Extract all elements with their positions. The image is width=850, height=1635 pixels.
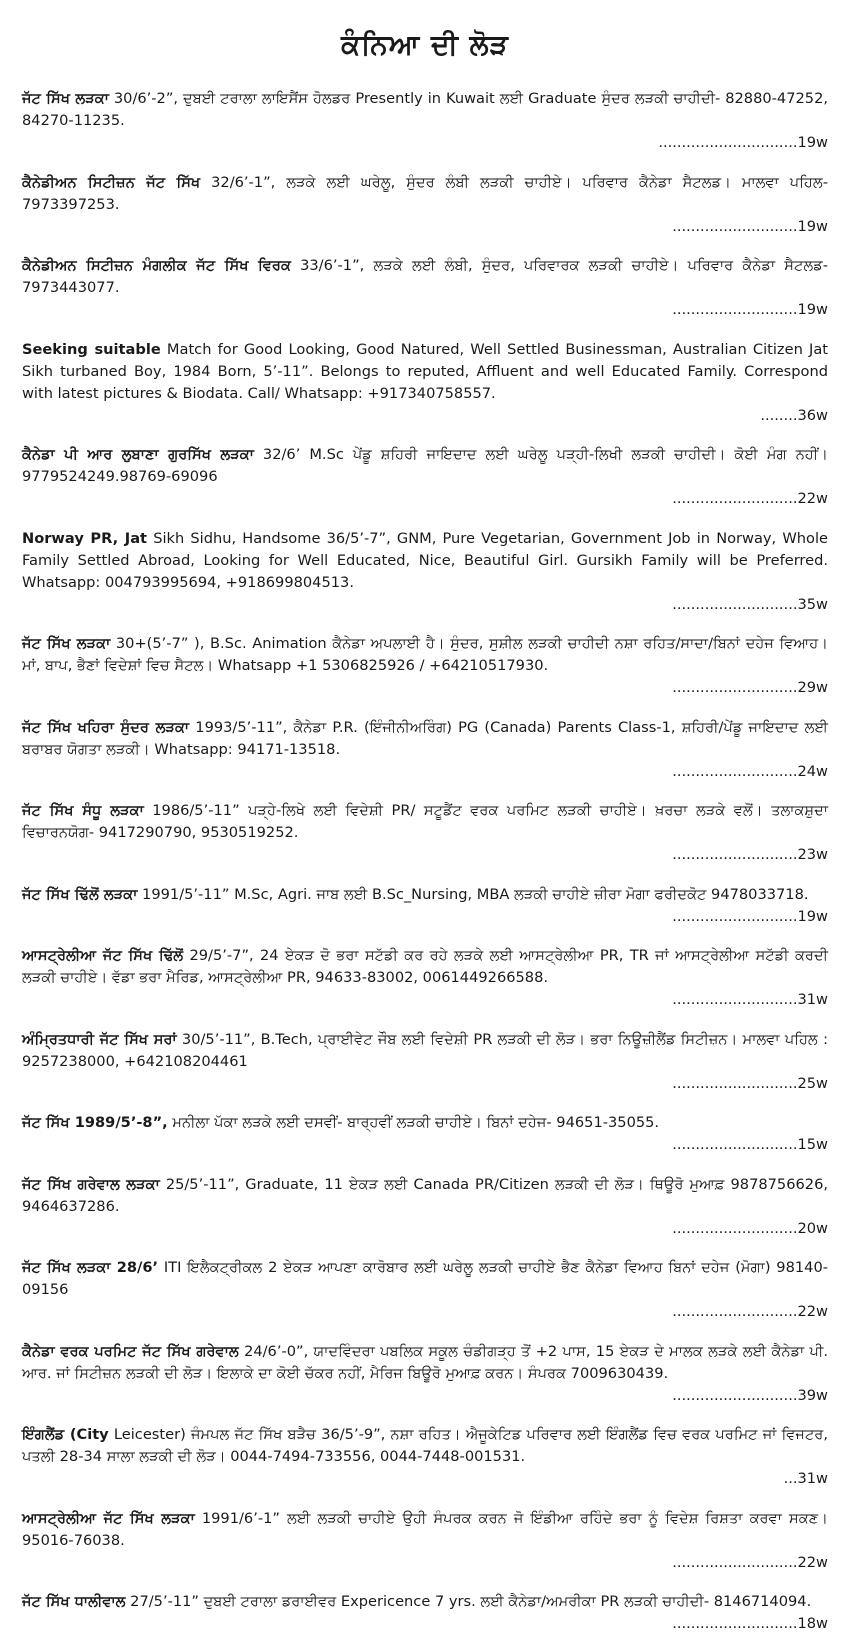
ad-leader-dots: ........................... (672, 595, 798, 613)
ad-footer (22, 906, 828, 928)
ad-word-count: 25w (797, 1074, 828, 1092)
ad-body (22, 717, 828, 761)
ad-leader-dots: ........................... (672, 217, 798, 235)
ad-leader-dots: ........................... (672, 1074, 798, 1092)
ad-word-count: 18w (797, 1615, 828, 1632)
ad-text: 33/6’-1”, ਲੜਕੇ ਲਈ ਲੰਬੀ, ਸੁੰਦਰ, ਪਰਿਵਾਰਕ ਲੜਕੀ ਚਾਹੀਏ। ਪਰਿਵਾਰ ਕੈਨੇਡਾ ਸੈਟਲਡ- 7973443077. (22, 257, 828, 296)
ad-lead: ਅੰਮ੍ਰਿਤਧਾਰੀ ਜੱਟ ਸਿੱਖ ਸਰਾਂ (22, 1030, 177, 1048)
ad-word-count: 39w (797, 1386, 828, 1404)
ad-body (22, 339, 828, 405)
ad-leader-dots: ... (783, 1470, 798, 1487)
ad-leader-dots: ........................... (672, 1136, 798, 1153)
ad-leader-dots: ........................... (672, 846, 798, 863)
ad-footer (22, 405, 828, 427)
ad-text: 1991/6’-1” ਲਈ ਲੜਕੀ ਚਾਹੀਏ ਉਹੀ ਸੰਪਰਕ ਕਰਨ ਜੋ ਇੰਡੀਆ ਰਹਿੰਦੇ ਭਰਾ ਨੂੰ ਵਿਦੇਸ਼ ਰਿਸ਼ਤਾ ਕਰਵਾ ਸਕਣ। 95016-76038. (22, 1509, 828, 1549)
ad-lead: ਜੱਟ ਸਿੱਖ ਸੰਧੂ ਲੜਕਾ (22, 802, 144, 819)
ad-footer (22, 1613, 828, 1635)
ad-footer (22, 488, 828, 510)
ad-word-count: 36w (797, 406, 828, 424)
ad-word-count: 31w (797, 1470, 828, 1487)
ad-body (22, 1257, 828, 1301)
ad-text: 30/6’-2”, ਦੁਬਈ ਟਰਾਲਾ ਲਾਇਸੈਂਸ ਹੋਲਡਰ Presently in Kuwait ਲਈ Graduate ਸੁੰਦਰ ਲੜਕੀ ਚਾਹੀਦੀ- 82880-47252, 84270-11235. (22, 90, 828, 129)
ad-lead: ਆਸਟ੍ਰੇਲੀਆ ਜੱਟ ਸਿੱਖ ਲੜਕਾ (22, 1509, 195, 1527)
ad-text: 24/6’-0”, ਯਾਦਵਿੰਦਰਾ ਪਬਲਿਕ ਸਕੂਲ ਚੰਡੀਗੜ੍ਹ ਤੋਂ +2 ਪਾਸ, 15 ਏਕੜ ਦੇ ਮਾਲਕ ਲੜਕੇ ਲਈ ਕੈਨੇਡਾ ਪੀ. ਆਰ. ਜਾਂ ਸਿਟੀਜ਼ਨ ਲੜਕੀ ਦੀ ਲੋੜ। ਇਲਾਕੇ ਦਾ ਕੋਈ ਚੱਕਰ ਨਹੀਂ, ਮੈਰਿਜ ਬਿਊਰੋ ਮੁਆਫ਼ ਕਰਨ। ਸੰਪਰਕ 7009630439. (22, 1342, 828, 1382)
ad-body (22, 1424, 828, 1468)
ad-text: 30/5’-11”, B.Tech, ਪ੍ਰਾਈਵੇਟ ਜੌਬ ਲਈ ਵਿਦੇਸ਼ੀ PR ਲੜਕੀ ਦੀ ਲੋੜ। ਭਰਾ ਨਿਊਜ਼ੀਲੈਂਡ ਸਿਟੀਜ਼ਨ। ਮਾਲਵਾ ਪਹਿਲ : 9257238000, +642108204461 (22, 1030, 828, 1070)
ad-body (22, 1508, 828, 1552)
ad-body (22, 172, 828, 216)
ad-leader-dots: ........................... (672, 1303, 798, 1320)
classified-ad (22, 884, 828, 928)
ad-text: Leicester) ਜੰਮਪਲ ਜੱਟ ਸਿੱਖ ਬੜੈਚ 36/5’-9”, ਨਸ਼ਾ ਰਹਿਤ। ਐਜੂਕੇਟਿਡ ਪਰਿਵਾਰ ਲਈ ਇੰਗਲੈਂਡ ਵਿਚ ਵਰਕ ਪਰਮਿਟ ਜਾਂ ਵਿਜਟਰ, ਪਤਲੀ 28-34 ਸਾਲਾ ਲੜਕੀ ਦੀ ਲੋੜ। 0044-7494-733556, 0044-7448-001531. (22, 1426, 828, 1465)
ad-leader-dots: ........................... (672, 679, 798, 696)
ad-footer (22, 1301, 828, 1323)
ad-text: 1991/5’-11” M.Sc, Agri. ਜਾਬ ਲਈ B.Sc_Nursing, MBA ਲੜਕੀ ਚਾਹੀਏ ਜ਼ੀਰਾ ਮੋਗਾ ਫਰੀਦਕੋਟ 9478033718. (137, 885, 809, 903)
ad-lead: Norway PR, Jat (22, 529, 148, 547)
classified-ad (22, 1424, 828, 1490)
ad-lead: ਜੱਟ ਸਿੱਖ ਲੜਕਾ (22, 635, 111, 652)
ad-word-count: 22w (797, 1553, 828, 1571)
ad-lead: ਜੱਟ ਸਿੱਖ ਖਹਿਰਾ ਸੁੰਦਰ ਲੜਕਾ (22, 718, 190, 736)
classified-ad (22, 1174, 828, 1240)
ad-lead: Seeking suitable (22, 340, 161, 358)
ad-body (22, 1112, 828, 1134)
ad-text: 29/5’-7”, 24 ਏਕੜ ਦੋ ਭਰਾ ਸਟੱਡੀ ਕਰ ਰਹੇ ਲੜਕੇ ਲਈ ਆਸਟ੍ਰੇਲੀਆ PR, TR ਜਾਂ ਆਸਟ੍ਰੇਲੀਆ ਸਟੱਡੀ ਕਰਦੀ ਲੜਕੀ ਚਾਹੀਏ। ਵੱਡਾ ਭਰਾ ਮੈਰਿਡ, ਆਸਟ੍ਰੇਲੀਆ PR, 94633-83002, 0061449266588. (22, 947, 828, 986)
ad-text: 25/5’-11”, Graduate, 11 ਏਕੜ ਲਈ Canada PR/Citizen ਲੜਕੀ ਦੀ ਲੋੜ। ਥਿਊਰੋ ਮੁਆਫ਼ 9878756626, 9464637286. (22, 1175, 828, 1215)
ad-word-count: 29w (797, 679, 828, 696)
ad-footer (22, 989, 828, 1011)
classified-ad (22, 1508, 828, 1574)
classified-ad (22, 800, 828, 866)
ad-lead: ਜੱਟ ਸਿੱਖ ਲੜਕਾ (22, 90, 109, 107)
ad-leader-dots: .............................. (658, 134, 798, 151)
ad-lead: ਇੰਗਲੈਂਡ (City (22, 1426, 109, 1443)
ad-lead: ਕੈਨੇਡੀਅਨ ਸਿਟੀਜ਼ਨ ਮੰਗਲੀਕ ਜੱਟ ਸਿੱਖ ਵਿਰਕ (22, 257, 291, 274)
ad-leader-dots: ........................... (672, 1553, 798, 1571)
ad-footer (22, 677, 828, 699)
ad-body (22, 528, 828, 594)
ad-lead: ਕੈਨੇਡਾ ਵਰਕ ਪਰਮਿਟ ਜੱਟ ਸਿੱਖ ਗਰੇਵਾਲ (22, 1342, 239, 1360)
ad-text: 27/5’-11” ਦੁਬਈ ਟਰਾਲਾ ਡਰਾਈਵਰ Expericence 7 yrs. ਲਈ ਕੈਨੇਡਾ/ਅਮਰੀਕਾ PR ਲੜਕੀ ਚਾਹੀਦੀ- 8146714094. (125, 1593, 812, 1610)
classified-ad (22, 172, 828, 238)
ad-leader-dots: ........................... (672, 1615, 798, 1632)
ad-word-count: 19w (797, 907, 828, 925)
page-title: ਕੰਨਿਆ ਦੀ ਲੋੜ (341, 28, 509, 61)
ad-footer (22, 1552, 828, 1574)
classified-ad (22, 528, 828, 616)
ad-text: Sikh Sidhu, Handsome 36/5’-7”, GNM, Pure Vegetarian, Government Job in Norway, Whole Family Settled Abroad, Looking for Well Educated, Nice, Beautiful Girl. Gursikh Family will be Preferred. Whatsapp: 004793995694, +918699804513. (22, 529, 828, 591)
ad-word-count: 19w (797, 301, 828, 318)
ad-footer (22, 216, 828, 238)
ad-leader-dots: ........ (760, 406, 798, 424)
ad-lead: ਕੈਨੇਡੀਅਨ ਸਿਟੀਜ਼ਨ ਜੱਟ ਸਿੱਖ (22, 173, 201, 191)
ad-word-count: 20w (797, 1219, 828, 1237)
ad-body (22, 1029, 828, 1073)
ad-text: ਮਨੀਲਾ ਪੱਕਾ ਲੜਕੇ ਲਈ ਦਸਵੀਂ- ਬਾਰ੍ਹਵੀਂ ਲੜਕੀ ਚਾਹੀਏ। ਬਿਨਾਂ ਦਹੇਜ- 94651-35055. (167, 1114, 660, 1131)
classified-ad (22, 1341, 828, 1407)
classified-ad (22, 717, 828, 783)
ad-word-count: 15w (797, 1136, 828, 1153)
ad-body (22, 945, 828, 989)
ad-body (22, 800, 828, 844)
classified-ad (22, 88, 828, 154)
ad-word-count: 22w (797, 1303, 828, 1320)
ad-text: 30+(5’-7” ), B.Sc. Animation ਕੈਨੇਡਾ ਅਪਲਾਈ ਹੈ। ਸੁੰਦਰ, ਸੁਸ਼ੀਲ ਲੜਕੀ ਚਾਹੀਦੀ ਨਸ਼ਾ ਰਹਿਤ/ਸਾਦਾ/ਬਿਨਾਂ ਦਹੇਜ ਵਿਆਹ। ਮਾਂ, ਬਾਪ, ਭੈਣਾਂ ਵਿਦੇਸ਼ਾਂ ਵਿਚ ਸੈਟਲ। Whatsapp +1 5306825926 / +64210517930. (22, 635, 829, 674)
ad-text: 1986/5’-11” ਪੜ੍ਹੇ-ਲਿਖੇ ਲਈ ਵਿਦੇਸ਼ੀ PR/ ਸਟੂਡੈਂਟ ਵਰਕ ਪਰਮਿਟ ਲੜਕੀ ਚਾਹੀਏ। ਖ਼ਰਚਾ ਲੜਕੇ ਵਲੋਂ। ਤਲਾਕਸ਼ੁਦਾ ਵਿਚਾਰਨਯੋਗ- 9417290790, 9530519252. (22, 802, 828, 841)
ad-footer (22, 299, 828, 321)
ad-body (22, 88, 828, 132)
ad-word-count: 22w (797, 490, 828, 507)
ad-lead: ਜੱਟ ਸਿੱਖ 1989/5’-8”, (22, 1114, 168, 1131)
classified-ad (22, 633, 828, 699)
ad-text: 1993/5’-11”, ਕੈਨੇਡਾ P.R. (ਇੰਜੀਨੀਅਰਿੰਗ) PG (Canada) Parents Class-1, ਸ਼ਹਿਰੀ/ਪੇਂਡੂ ਜਾਇਦਾਦ ਲਈ ਬਰਾਬਰ ਯੋਗਤਾ ਲੜਕੀ। Whatsapp: 94171-13518. (22, 718, 828, 758)
ad-leader-dots: ........................... (672, 1386, 798, 1404)
ad-text: 32/6’-1”, ਲੜਕੇ ਲਈ ਘਰੇਲੂ, ਸੁੰਦਰ ਲੰਬੀ ਲੜਕੀ ਚਾਹੀਏ। ਪਰਿਵਾਰ ਕੈਨੇਡਾ ਸੈਟਲਡ। ਮਾਲਵਾ ਪਹਿਲ- 7973397253. (22, 173, 828, 213)
ad-leader-dots: ........................... (672, 1219, 798, 1237)
ad-body (22, 633, 828, 677)
classified-ad (22, 1257, 828, 1323)
ad-list (22, 88, 828, 1635)
ad-lead: ਜੱਟ ਸਿੱਖ ਗਰੇਵਾਲ ਲੜਕਾ (22, 1175, 160, 1193)
ad-text: 32/6’ M.Sc ਪੇਂਡੂ ਸ਼ਹਿਰੀ ਜਾਇਦਾਦ ਲਈ ਘਰੇਲੂ ਪੜ੍ਹੀ-ਲਿਖੀ ਲੜਕੀ ਚਾਹੀਦੀ। ਕੋਈ ਮੰਗ ਨਹੀਂ। 9779524249.98769-69096 (22, 446, 828, 485)
ad-footer (22, 1073, 828, 1095)
ad-lead: ਕੈਨੇਡਾ ਪੀ ਆਰ ਲੁਬਾਣਾ ਗੁਰਸਿੱਖ ਲੜਕਾ (22, 446, 254, 463)
ad-footer (22, 1385, 828, 1407)
ad-word-count: 23w (797, 846, 828, 863)
ad-leader-dots: ........................... (672, 991, 798, 1008)
classified-ad (22, 339, 828, 427)
ad-body (22, 1341, 828, 1385)
ad-footer (22, 132, 828, 154)
ad-leader-dots: ........................... (672, 907, 798, 925)
ad-lead: ਜੱਟ ਸਿੱਖ ਢਿੱਲੋਂ ਲੜਕਾ (22, 885, 138, 903)
ad-leader-dots: ........................... (672, 490, 798, 507)
ad-leader-dots: ........................... (672, 762, 798, 780)
ad-lead: ਜੱਟ ਸਿੱਖ ਲੜਕਾ 28/6’ (22, 1259, 159, 1276)
ad-footer (22, 761, 828, 783)
ad-body (22, 1174, 828, 1218)
ad-lead: ਜੱਟ ਸਿੱਖ ਧਾਲੀਵਾਲ (22, 1593, 126, 1610)
ad-footer (22, 1134, 828, 1156)
ad-word-count: 19w (797, 134, 828, 151)
ad-text: ITI ਇਲੈਕਟ੍ਰੀਕਲ 2 ਏਕੜ ਆਪਣਾ ਕਾਰੋਬਾਰ ਲਈ ਘਰੇਲੂ ਲੜਕੀ ਚਾਹੀਏ ਭੈਣ ਕੈਨੇਡਾ ਵਿਆਹ ਬਿਨਾਂ ਦਹੇਜ (ਮੋਗਾ) 98140-09156 (22, 1259, 828, 1298)
ad-word-count: 35w (797, 595, 828, 613)
classified-ad (22, 444, 828, 510)
ad-footer (22, 1468, 828, 1490)
classified-ad (22, 255, 828, 321)
ad-word-count: 31w (797, 991, 828, 1008)
classified-ad (22, 1112, 828, 1156)
classified-ad (22, 945, 828, 1011)
ad-lead: ਆਸਟ੍ਰੇਲੀਆ ਜੱਟ ਸਿੱਖ ਢਿੱਲੋਂ (22, 947, 184, 964)
ad-body (22, 255, 828, 299)
ad-body (22, 1591, 828, 1613)
ad-word-count: 24w (797, 762, 828, 780)
ad-leader-dots: ........................... (672, 301, 798, 318)
ad-body (22, 444, 828, 488)
classified-ad (22, 1029, 828, 1095)
ad-body (22, 884, 828, 906)
classified-ad (22, 1591, 828, 1635)
ad-footer (22, 594, 828, 616)
ad-footer (22, 1218, 828, 1240)
ad-footer (22, 844, 828, 866)
ad-text: Match for Good Looking, Good Natured, Well Settled Businessman, Australian Citizen Jat Sikh turbaned Boy, 1984 Born, 5’-11”. Belongs to reputed, Affluent and well Educated Family. Correspond with latest pictures & Biodata. Call/ Whatsapp: +917340758557. (22, 340, 828, 402)
ad-word-count: 19w (797, 217, 828, 235)
